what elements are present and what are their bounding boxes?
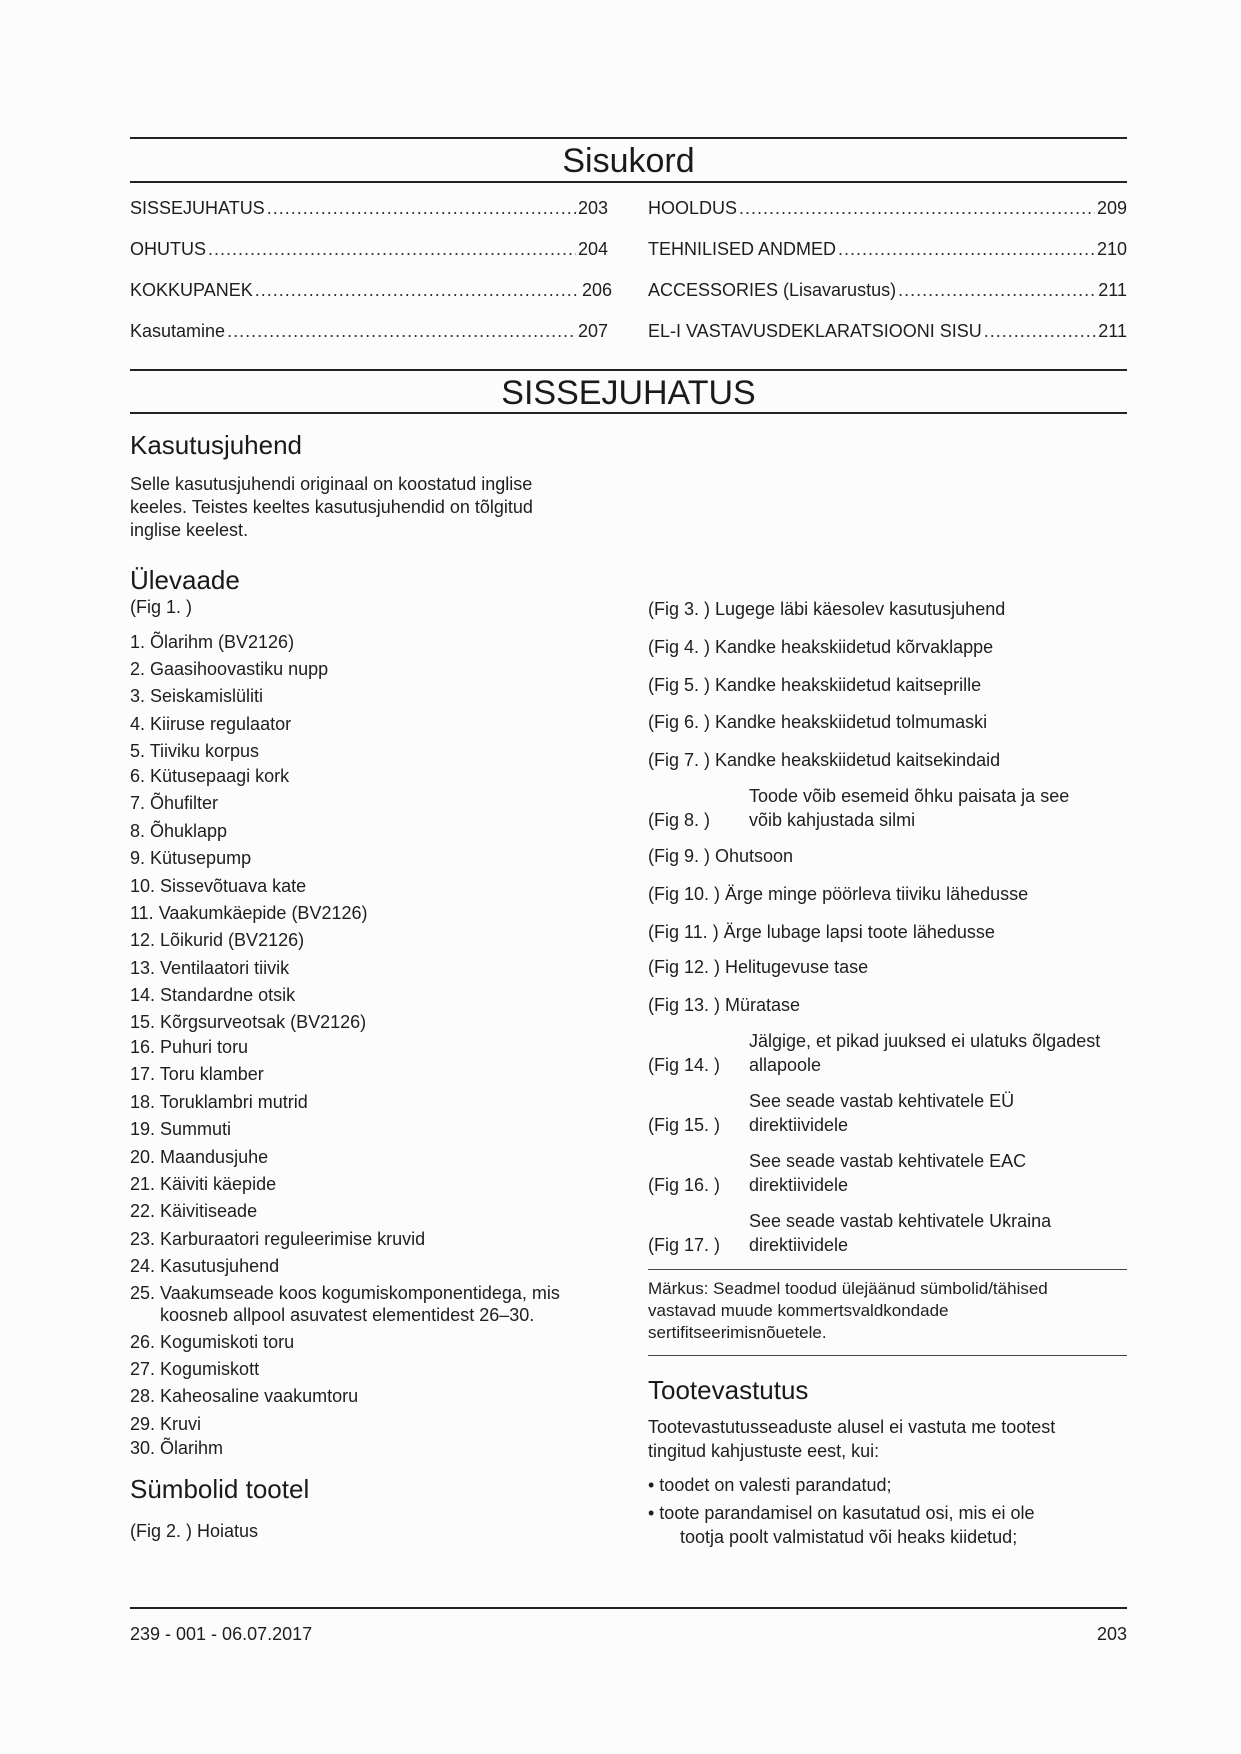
section-title: SISSEJUHATUS [501, 374, 756, 412]
liability-bullet: • toote parandamisel on kasutatud osi, mis ei ole [648, 1503, 1035, 1523]
symbol-fig-6: (Fig 6. ) Kandke heakskiidetud tolmumaski [648, 712, 988, 732]
symbol-fig-16-text: See seade vastab kehtivatele EAC [749, 1151, 1027, 1171]
symbol-fig-7: (Fig 7. ) Kandke heakskiidetud kaitsekindaid [648, 750, 1001, 770]
overview-heading: Ülevaade [130, 565, 240, 595]
liability-bullet-continuation: tootja poolt valmistatud või heaks kiidetud; [680, 1527, 1018, 1547]
symbol-fig-17-text: direktiividele [749, 1235, 849, 1255]
section-rule-bottom [130, 412, 1127, 414]
list-item: 18. Toruklambri mutrid [130, 1092, 308, 1112]
symbol-fig-12: (Fig 12. ) Helitugevuse tase [648, 957, 869, 977]
list-item: 13. Ventilaatori tiivik [130, 958, 290, 978]
list-item: 4. Kiiruse regulaator [130, 714, 292, 734]
list-item: 25. Vaakumseade koos kogumiskomponentidega, mis [130, 1283, 560, 1303]
symbol-fig-14-text: Jälgige, et pikad juuksed ei ulatuks õlgadest [749, 1031, 1101, 1051]
liability-heading: Tootevastutus [648, 1375, 809, 1405]
list-item: 7. Õhufilter [130, 793, 219, 813]
toc-leader [208, 239, 576, 260]
symbol-fig-15-text: direktiividele [749, 1115, 849, 1135]
list-item-continuation: koosneb allpool asuvatest elementidest 26–30. [160, 1305, 535, 1325]
note-rule-top [648, 1269, 1127, 1270]
list-item: 1. Õlarihm (BV2126) [130, 632, 295, 652]
symbol-fig-15-text: See seade vastab kehtivatele EÜ [749, 1091, 1015, 1111]
toc-page: 203 [577, 198, 608, 218]
list-item: 8. Õhuklapp [130, 821, 228, 841]
section-rule-top [130, 369, 1127, 371]
list-item: 5. Tiiviku korpus [130, 741, 260, 761]
list-item: 9. Kütusepump [130, 848, 252, 868]
list-item: 12. Lõikurid (BV2126) [130, 930, 305, 950]
toc-label: ACCESSORIES (Lisavarustus) [648, 280, 897, 300]
toc-leader [227, 321, 576, 342]
list-item: 14. Standardne otsik [130, 985, 296, 1005]
list-item: 6. Kütusepaagi kork [130, 766, 290, 786]
list-item: 21. Käiviti käepide [130, 1174, 277, 1194]
toc-item-sissejuhatus[interactable] [130, 198, 608, 219]
symbol-fig-8-text: Toode võib esemeid õhku paisata ja see [749, 786, 1070, 806]
symbol-fig-8-label: (Fig 8. ) [648, 810, 711, 830]
footer-rule [130, 1607, 1127, 1609]
symbol-fig-16-text: direktiividele [749, 1175, 849, 1195]
liability-bullet: • toodet on valesti parandatud; [648, 1475, 892, 1495]
toc-item-ohutus[interactable] [130, 239, 608, 260]
toc-leader [898, 280, 1096, 301]
symbol-fig-14-label: (Fig 14. ) [648, 1055, 721, 1075]
overview-fig-ref: (Fig 1. ) [130, 597, 193, 617]
symbol-fig-10: (Fig 10. ) Ärge minge pöörleva tiiviku lähedusse [648, 884, 1029, 904]
toc-item-kasutamine[interactable] [130, 321, 608, 342]
note-rule-bottom [648, 1355, 1127, 1356]
toc-item-tehnilised-andmed[interactable] [648, 239, 1127, 260]
list-item: 28. Kaheosaline vaakumtoru [130, 1386, 359, 1406]
list-item: 20. Maandusjuhe [130, 1147, 269, 1167]
toc-page: 211 [1098, 280, 1127, 300]
list-item: 24. Kasutusjuhend [130, 1256, 280, 1276]
manual-text-line: Selle kasutusjuhendi originaal on koostatud inglise [130, 474, 533, 494]
toc-label: HOOLDUS [648, 198, 738, 218]
list-item: 26. Kogumiskoti toru [130, 1332, 295, 1352]
toc-label: KOKKUPANEK [130, 280, 253, 300]
list-item: 29. Kruvi [130, 1414, 202, 1434]
liability-text-line: tingitud kahjustuste eest, kui: [648, 1441, 880, 1461]
toc-leader [255, 280, 580, 301]
list-item: 16. Puhuri toru [130, 1037, 249, 1057]
symbol-fig-2: (Fig 2. ) Hoiatus [130, 1521, 259, 1541]
symbol-fig-14-text: allapoole [749, 1055, 822, 1075]
list-item: 27. Kogumiskott [130, 1359, 260, 1379]
symbol-fig-15-label: (Fig 15. ) [648, 1115, 721, 1135]
footer-page-number: 203 [1096, 1624, 1127, 1644]
manual-text-line: inglise keelest. [130, 520, 249, 540]
toc-label: EL-I VASTAVUSDEKLARATSIOONI SISU [648, 321, 982, 341]
symbol-fig-4: (Fig 4. ) Kandke heakskiidetud kõrvaklappe [648, 637, 994, 657]
manual-heading: Kasutusjuhend [130, 430, 303, 460]
toc-leader [267, 198, 576, 219]
symbol-fig-8-text: võib kahjustada silmi [749, 810, 916, 830]
toc-page: 211 [1098, 321, 1127, 341]
list-item: 30. Õlarihm [130, 1438, 224, 1458]
toc-title-rule [130, 181, 1127, 183]
toc-page: 207 [577, 321, 608, 341]
manual-text-line: keeles. Teistes keeltes kasutusjuhendid on tõlgitud [130, 497, 533, 517]
toc-leader [838, 239, 1095, 260]
toc-item-hooldus[interactable] [648, 198, 1127, 219]
symbol-fig-17-text: See seade vastab kehtivatele Ukraina [749, 1211, 1052, 1231]
toc-label: OHUTUS [130, 239, 206, 259]
list-item: 10. Sissevõtuava kate [130, 876, 307, 896]
note-text-line: Märkus: Seadmel toodud ülejäänud sümbolid/tähised [648, 1279, 1048, 1298]
toc-label: Kasutamine [130, 321, 226, 341]
list-item: 23. Karburaatori reguleerimise kruvid [130, 1229, 426, 1249]
list-item: 17. Toru klamber [130, 1064, 264, 1084]
toc-page: 210 [1096, 239, 1127, 259]
symbol-fig-13: (Fig 13. ) Müratase [648, 995, 801, 1015]
symbols-heading: Sümbolid tootel [130, 1474, 310, 1504]
list-item: 22. Käivitiseade [130, 1201, 258, 1221]
liability-text-line: Tootevastutusseaduste alusel ei vastuta me tootest [648, 1417, 1056, 1437]
toc-leader [984, 321, 1097, 342]
toc-page: 209 [1096, 198, 1127, 218]
top-rule [130, 137, 1127, 139]
list-item: 15. Kõrgsurveotsak (BV2126) [130, 1012, 367, 1032]
toc-leader [739, 198, 1095, 219]
note-text-line: vastavad muude kommertsvaldkondade [648, 1301, 949, 1320]
toc-item-vastavusdeklaratsioon[interactable] [648, 321, 1127, 342]
footer-doc-id: 239 - 001 - 06.07.2017 [130, 1624, 313, 1644]
symbol-fig-16-label: (Fig 16. ) [648, 1175, 721, 1195]
toc-title: Sisukord [562, 142, 695, 180]
toc-page: 204 [577, 239, 608, 259]
list-item: 3. Seiskamislüliti [130, 686, 264, 706]
symbol-fig-9: (Fig 9. ) Ohutsoon [648, 846, 794, 866]
toc-item-kokkupanek[interactable] [130, 280, 612, 301]
symbol-fig-11: (Fig 11. ) Ärge lubage lapsi toote lähedusse [648, 922, 995, 942]
list-item: 19. Summuti [130, 1119, 232, 1139]
list-item: 2. Gaasihoovastiku nupp [130, 659, 329, 679]
toc-item-accessories[interactable] [648, 280, 1127, 301]
toc-page: 206 [581, 280, 612, 300]
toc-label: SISSEJUHATUS [130, 198, 265, 218]
note-text-line: sertifitseerimisnõuetele. [648, 1323, 827, 1342]
symbol-fig-17-label: (Fig 17. ) [648, 1235, 721, 1255]
toc-label: TEHNILISED ANDMED [648, 239, 837, 259]
symbol-fig-3: (Fig 3. ) Lugege läbi käesolev kasutusjuhend [648, 599, 1006, 619]
symbol-fig-5: (Fig 5. ) Kandke heakskiidetud kaitseprille [648, 675, 982, 695]
list-item: 11. Vaakumkäepide (BV2126) [130, 903, 368, 923]
